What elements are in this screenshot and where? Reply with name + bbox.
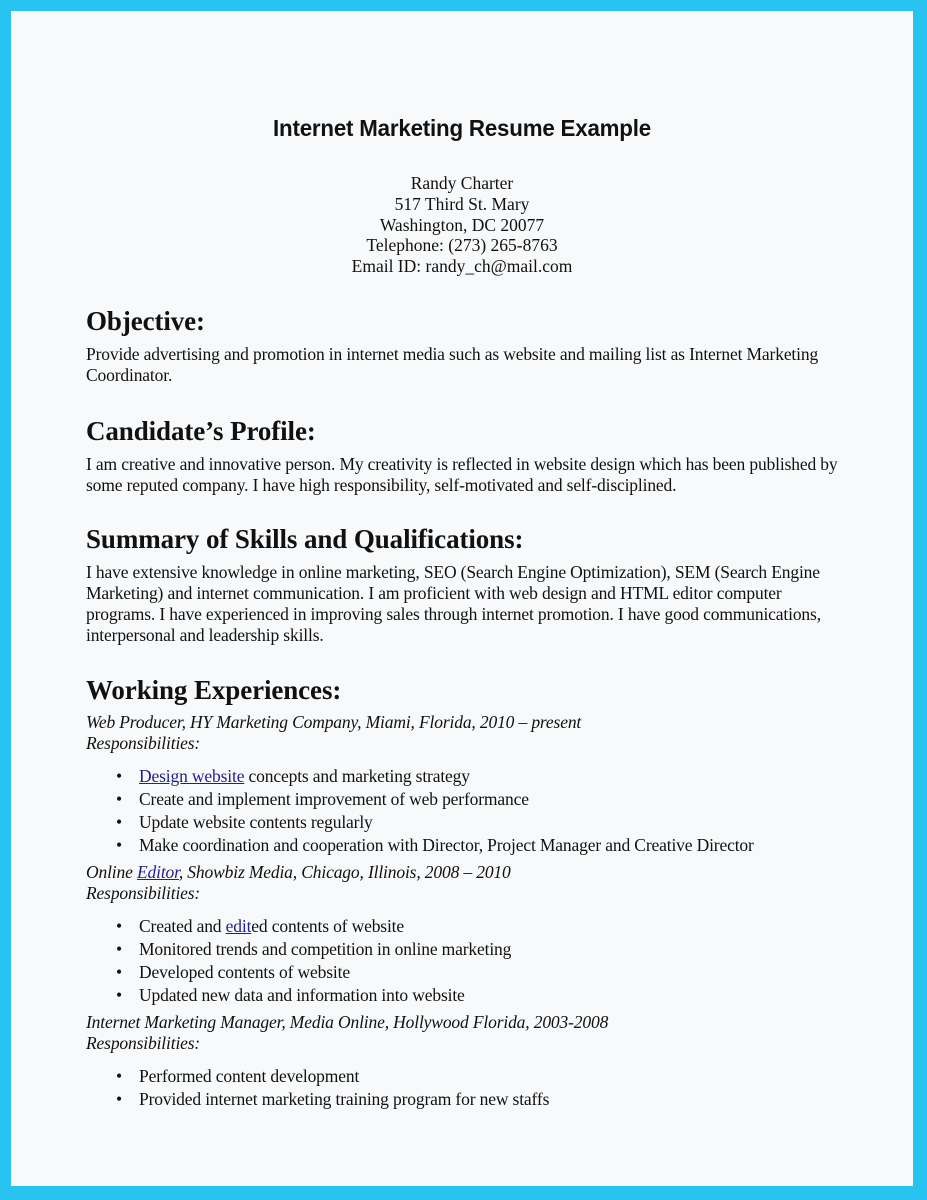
bullet-icon: • — [116, 939, 122, 959]
list-item-text: Created and — [139, 916, 226, 936]
bullet-icon: • — [116, 916, 122, 936]
list-item — [86, 915, 846, 938]
bullet-icon: • — [116, 1089, 122, 1109]
editor-link[interactable]: Editor — [136, 862, 179, 882]
resume-page — [11, 11, 913, 1186]
contact-block — [11, 173, 913, 277]
objective-text: Provide advertising and promotion in internet media such as website and mailing list as Internet Marketing Coordinator. — [86, 344, 819, 385]
job-title — [86, 862, 846, 883]
bullet-icon: • — [116, 962, 122, 982]
job-title-text: , Showbiz Media, Chicago, Illinois, 2008 – 2010 — [178, 862, 511, 882]
job-title-text: Online — [86, 862, 137, 882]
list-item-text: concepts and marketing strategy — [244, 766, 470, 786]
list-item-text: Provided internet marketing training program for new staffs — [139, 1089, 550, 1109]
list-item-text: Create and implement improvement of web performance — [139, 789, 529, 809]
job-title-text: Internet Marketing Manager, Media Online, Hollywood Florida, 2003-2008 — [86, 1012, 609, 1032]
responsibilities-label: Responsibilities: — [86, 733, 201, 753]
document-title: Internet Marketing Resume Example — [273, 115, 651, 141]
list-item — [86, 834, 846, 857]
list-item — [86, 788, 846, 811]
contact-city: Washington, DC 20077 — [379, 214, 545, 235]
bullet-icon: • — [116, 766, 122, 786]
list-item — [86, 1065, 846, 1088]
job-title — [86, 1012, 846, 1033]
bullet-icon: • — [116, 835, 122, 855]
contact-name: Randy Charter — [410, 173, 514, 193]
contact-address: 517 Third St. Mary — [394, 193, 530, 214]
profile-heading: Candidate’s Profile: — [86, 416, 316, 446]
job-title-text: Web Producer, HY Marketing Company, Miami, Florida, 2010 – present — [86, 712, 582, 732]
objective-section — [86, 305, 846, 386]
experience-section — [86, 674, 846, 1111]
list-item — [86, 811, 846, 834]
list-item-text: Performed content development — [139, 1066, 360, 1086]
skills-section — [86, 523, 846, 646]
list-item — [86, 938, 846, 961]
job-entry — [86, 862, 846, 1007]
job-entry — [86, 712, 846, 857]
bullet-icon: • — [116, 985, 122, 1005]
responsibility-list — [86, 1065, 846, 1111]
profile-section — [86, 415, 846, 496]
bullet-icon: • — [116, 1066, 122, 1086]
experience-heading: Working Experiences: — [86, 675, 342, 705]
job-title — [86, 712, 846, 733]
responsibilities-label: Responsibilities: — [86, 1033, 201, 1053]
list-item — [86, 961, 846, 984]
list-item-text: Update website contents regularly — [139, 812, 373, 832]
list-item-text: ed contents of website — [251, 916, 404, 936]
list-item-text: Make coordination and cooperation with Director, Project Manager and Creative Director — [139, 835, 754, 855]
bullet-icon: • — [116, 789, 122, 809]
contact-telephone: Telephone: (273) 265-8763 — [366, 235, 558, 256]
profile-text: I am creative and innovative person. My creativity is reflected in website design which has been published by some reputed company. I have high responsibility, self-motivated and self-disciplined. — [86, 454, 838, 495]
contact-email: Email ID: randy_ch@mail.com — [351, 256, 573, 277]
list-item — [86, 984, 846, 1007]
skills-heading: Summary of Skills and Qualifications: — [86, 524, 524, 554]
list-item-text: Updated new data and information into website — [139, 985, 465, 1005]
skills-text: I have extensive knowledge in online marketing, SEO (Search Engine Optimization), SEM (Search Engine Marketing) and internet communication. I am proficient with web design and HTML editor computer programs. I have experienced in improving sales through internet promotion. I have good communications, interpersonal and leadership skills. — [86, 562, 821, 645]
design-website-link[interactable]: Design website — [139, 766, 245, 786]
list-item — [86, 1088, 846, 1111]
job-entry — [86, 1012, 846, 1111]
responsibility-list — [86, 915, 846, 1007]
list-item-text: Monitored trends and competition in online marketing — [139, 939, 512, 959]
responsibility-list — [86, 765, 846, 857]
responsibilities-label: Responsibilities: — [86, 883, 201, 903]
objective-heading: Objective: — [86, 306, 205, 336]
list-item — [86, 765, 846, 788]
bullet-icon: • — [116, 812, 122, 832]
edit-link[interactable]: edit — [225, 916, 252, 936]
list-item-text: Developed contents of website — [139, 962, 350, 982]
